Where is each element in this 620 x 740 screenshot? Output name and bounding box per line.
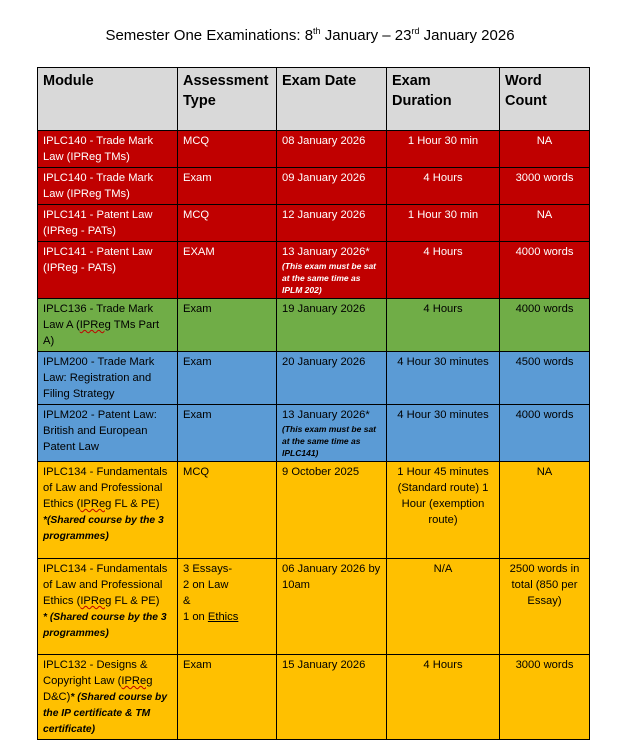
header-exam-date: Exam Date — [277, 68, 387, 131]
cell-words: NA — [500, 205, 590, 242]
cell-type: Exam — [178, 168, 277, 205]
module-ipreg: IPReg — [80, 595, 112, 607]
cell-duration: 4 Hours — [387, 242, 500, 299]
module-ipreg: IPReg — [70, 188, 102, 200]
type-line-3: & — [183, 595, 191, 607]
module-shared-note: * (Shared course by the 3 programmes) — [43, 612, 167, 639]
cell-words: NA — [500, 131, 590, 168]
cell-date — [277, 405, 387, 462]
cell-date: 09 January 2026 — [277, 168, 387, 205]
cell-duration: 1 Hour 45 minutes (Standard route) 1 Hour (exemption route) — [387, 462, 500, 559]
module-ipreg: IPReg — [79, 319, 111, 331]
module-tail: TMs) — [101, 188, 130, 200]
module-shared-note: *(Shared course by the 3 programmes) — [43, 515, 164, 542]
cell-module — [38, 242, 178, 299]
cell-date: 12 January 2026 — [277, 205, 387, 242]
module-text: IPLC141 - Patent Law ( — [43, 246, 153, 274]
header-word-count: Word Count — [500, 68, 590, 131]
table-row — [38, 131, 590, 168]
module-text: IPLC134 - Fundamentals of Law and Professional Ethics ( — [43, 563, 168, 607]
date-note: (This exam must be sat at the same time as IPLM 202) — [282, 261, 377, 295]
cell-words: 4000 words — [500, 299, 590, 352]
exam-schedule-table — [37, 67, 590, 740]
module-tail: TMs) — [101, 151, 130, 163]
cell-words: 4500 words — [500, 352, 590, 405]
type-line-1: 3 Essays- — [183, 563, 233, 575]
cell-duration: N/A — [387, 559, 500, 655]
cell-duration: 1 Hour 30 min — [387, 131, 500, 168]
module-tail: - PATs) — [77, 225, 116, 237]
cell-type: Exam — [178, 352, 277, 405]
cell-duration: 4 Hour 30 minutes — [387, 405, 500, 462]
cell-module — [38, 559, 178, 655]
cell-date: 08 January 2026 — [277, 131, 387, 168]
header-row — [38, 68, 590, 131]
module-ipreg: IPReg — [46, 262, 78, 274]
cell-words: 3000 words — [500, 168, 590, 205]
header-assessment-type: Assessment Type — [178, 68, 277, 131]
cell-type: Exam — [178, 655, 277, 740]
table-row — [38, 168, 590, 205]
module-tail: - PATs) — [77, 262, 116, 274]
cell-words: NA — [500, 462, 590, 559]
module-ipreg: IPReg — [46, 225, 78, 237]
cell-type — [178, 559, 277, 655]
module-ipreg: IPReg — [70, 151, 102, 163]
title-prefix: Semester One Examinations: 8 — [105, 27, 314, 44]
cell-module — [38, 168, 178, 205]
cell-module — [38, 299, 178, 352]
cell-date — [277, 242, 387, 299]
module-text: IPLC141 - Patent Law ( — [43, 209, 153, 237]
module-ipreg: IPReg — [80, 498, 112, 510]
title-suffix: January 2026 — [419, 27, 515, 44]
table-row — [38, 299, 590, 352]
module-ipreg: IPReg — [121, 675, 153, 687]
table-row — [38, 242, 590, 299]
title-middle: January – 23 — [320, 27, 412, 44]
cell-type: MCQ — [178, 205, 277, 242]
module-tail: FL & PE) — [111, 498, 160, 510]
date-note: (This exam must be sat at the same time as IPLC141) — [282, 424, 377, 458]
cell-type: Exam — [178, 299, 277, 352]
cell-date: 20 January 2026 — [277, 352, 387, 405]
cell-duration: 4 Hours — [387, 299, 500, 352]
module-text: IPLC134 - Fundamentals of Law and Professional Ethics ( — [43, 466, 168, 510]
module-shared-note: * (Shared course by the IP certificate & TM certificate) — [43, 692, 168, 735]
cell-type: MCQ — [178, 131, 277, 168]
table-row — [38, 462, 590, 559]
cell-type: MCQ — [178, 462, 277, 559]
cell-words: 4000 words — [500, 242, 590, 299]
date-text: 13 January 2026* — [282, 246, 370, 258]
type-line-2: 2 on Law — [183, 579, 229, 591]
title-sup-rd: rd — [411, 26, 420, 36]
module-text: IPLC132 - Designs & Copyright Law ( — [43, 659, 148, 687]
type-ethics: Ethics — [207, 611, 239, 623]
cell-date: 9 October 2025 — [277, 462, 387, 559]
cell-module: IPLM200 - Trade Mark Law: Registration and Filing Strategy — [38, 352, 178, 405]
cell-duration: 4 Hour 30 minutes — [387, 352, 500, 405]
header-module: Module — [38, 68, 178, 131]
table-row — [38, 655, 590, 740]
cell-date: 19 January 2026 — [277, 299, 387, 352]
cell-words: 4000 words — [500, 405, 590, 462]
table-row — [38, 205, 590, 242]
cell-module — [38, 462, 178, 559]
cell-module — [38, 131, 178, 168]
table-row — [38, 352, 590, 405]
module-text: IPLC140 - Trade Mark Law ( — [43, 135, 154, 163]
type-line-4: 1 on — [183, 611, 208, 623]
module-tail: TMs Part A) — [43, 319, 160, 347]
module-tail: FL & PE) — [111, 595, 160, 607]
table-row — [38, 559, 590, 655]
module-tail: D&C) — [43, 691, 71, 703]
date-text: 13 January 2026* — [282, 409, 370, 421]
cell-module — [38, 205, 178, 242]
cell-date: 06 January 2026 by 10am — [277, 559, 387, 655]
table-row — [38, 405, 590, 462]
module-text: IPLC140 - Trade Mark Law ( — [43, 172, 154, 200]
cell-words: 3000 words — [500, 655, 590, 740]
header-exam-duration: Exam Duration — [387, 68, 500, 131]
cell-words: 2500 words in total (850 per Essay) — [500, 559, 590, 655]
cell-duration: 1 Hour 30 min — [387, 205, 500, 242]
module-text: IPLC136 - Trade Mark Law A ( — [43, 303, 154, 331]
title-sup-th: th — [313, 26, 321, 36]
cell-module: IPLM202 - Patent Law: British and European Patent Law — [38, 405, 178, 462]
page-title — [0, 26, 620, 44]
cell-duration: 4 Hours — [387, 168, 500, 205]
cell-type: Exam — [178, 405, 277, 462]
cell-type: EXAM — [178, 242, 277, 299]
cell-date: 15 January 2026 — [277, 655, 387, 740]
cell-module — [38, 655, 178, 740]
cell-duration: 4 Hours — [387, 655, 500, 740]
